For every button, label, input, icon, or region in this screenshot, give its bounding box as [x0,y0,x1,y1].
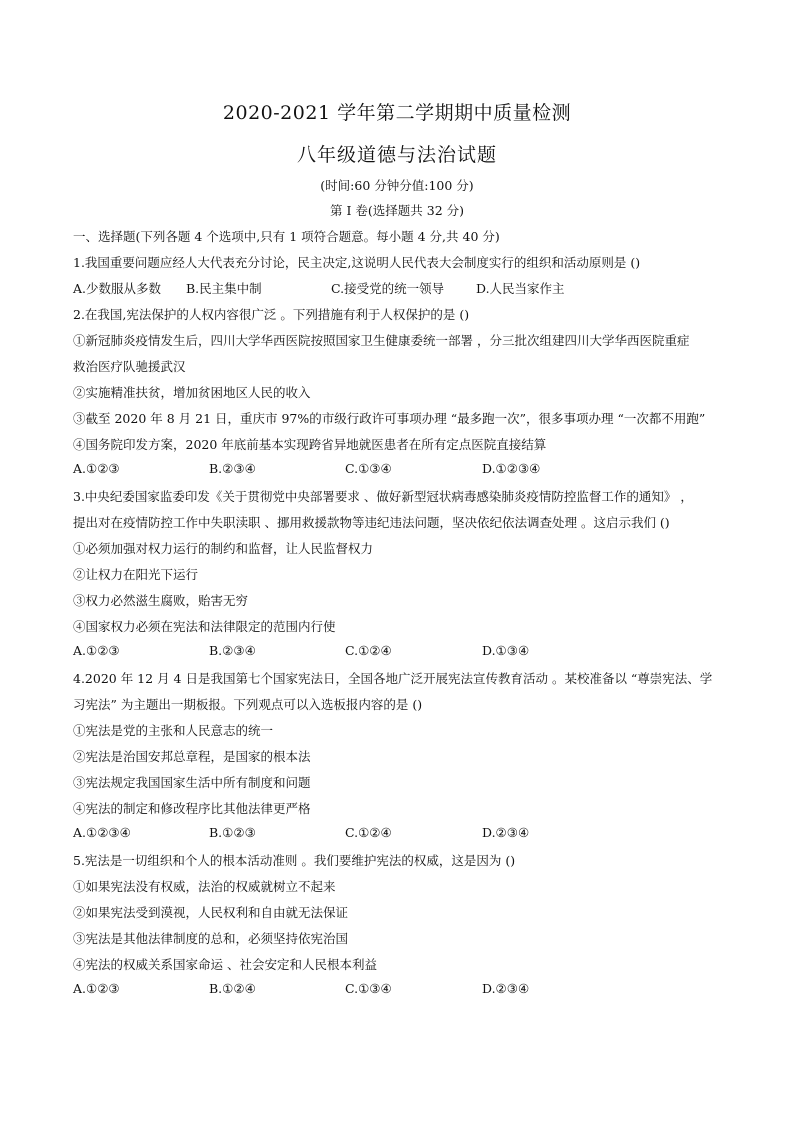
option-a: A.①②③ [73,643,120,658]
question-1-options [73,279,753,299]
question-3-stem-cont: 提出对在疫情防控工作中失职渎职 、挪用救援款物等违纪违法问题，坚决依纪依法调查处理 。这启示我们 () [73,515,670,530]
question-3-options [73,643,753,663]
question-2-item: ②实施精准扶贫，增加贫困地区人民的收入 [73,385,311,400]
question-4-stem: 4.2020 年 12 月 4 日是我国第七个国家宪法日，全国各地广泛开展宪法宣传教育活动 。某校准备以 “尊崇宪法、学 [73,671,713,686]
question-4-item: ④宪法的制定和修改程序比其他法律更严格 [73,801,311,816]
question-2-item: 救治医疗队驰援武汉 [73,359,186,374]
option-b: B.民主集中制 [186,281,262,296]
option-b: B.①②③ [209,825,256,840]
volume-heading: 第 I 卷(选择题共 32 分) [330,203,464,218]
question-3-item: ③权力必然滋生腐败，贻害无穷 [73,593,249,608]
question-4-item: ③宪法规定我国国家生活中所有制度和问题 [73,775,311,790]
option-c: C.①③④ [345,461,392,476]
question-4-item: ①宪法是党的主张和人民意志的统一 [73,723,274,738]
option-d: D.①②③④ [482,461,541,476]
question-3-item: ①必须加强对权力运行的制约和监督，让人民监督权力 [73,541,374,556]
exam-subtitle: 八年级道德与法治试题 [296,144,497,166]
option-d: D.人民当家作主 [476,281,565,296]
question-2-stem: 2.在我国,宪法保护的人权内容很广泛 。下列措施有利于人权保护的是 () [73,307,470,322]
question-1-stem: 1.我国重要问题应经人大代表充分讨论，民主决定,这说明人民代表大会制度实行的组织和活动原则是 () [73,255,641,270]
option-c: C.①②④ [345,643,392,658]
question-3-item: ②让权力在阳光下运行 [73,567,199,582]
question-5-options [73,981,753,1001]
option-a: A.少数服从多数 [73,281,162,296]
option-d: D.①③④ [482,643,530,658]
option-a: A.①②③ [73,981,120,996]
question-5-item: ①如果宪法没有权威，法治的权威就树立不起来 [73,879,336,894]
option-d: D.②③④ [482,825,530,840]
question-4-options [73,825,753,845]
option-c: C.接受党的统一领导 [331,281,445,296]
question-5-item: ④宪法的权威关系国家命运 、社会安定和人民根本利益 [73,957,377,972]
option-c: C.①③④ [345,981,392,996]
section-instructions: 一、选择题(下列各题 4 个选项中,只有 1 项符合题意。每小题 4 分,共 40 分) [73,229,500,244]
question-2-options [73,461,753,481]
option-a: A.①②③ [73,461,120,476]
question-3-stem: 3.中央纪委国家监委印发《关于贯彻党中央部署要求 、做好新型冠状病毒感染肺炎疫情防控监督工作的通知》 ， [73,489,693,504]
option-d: D.②③④ [482,981,530,996]
question-5-item: ③宪法是其他法律制度的总和，必须坚持依宪治国 [73,931,349,946]
question-2-item: ④国务院印发方案，2020 年底前基本实现跨省异地就医患者在所有定点医院直接结算 [73,437,547,452]
time-score-info: (时间:60 分钟分值:100 分) [320,178,474,193]
exam-title: 2020-2021 学年第二学期期中质量检测 [222,102,572,124]
option-b: B.①②④ [209,981,256,996]
question-4-stem-cont: 习宪法” 为主题出一期板报。下列观点可以入选板报内容的是 () [73,697,423,712]
question-5-item: ②如果宪法受到漠视，人民权利和自由就无法保证 [73,905,349,920]
question-2-item: ①新冠肺炎疫情发生后，四川大学华西医院按照国家卫生健康委统一部署 ，分三批次组建四川大学华西医院重症 [73,333,690,348]
question-4-item: ②宪法是治国安邦总章程，是国家的根本法 [73,749,311,764]
question-5-stem: 5.宪法是一切组织和个人的根本活动准则 。我们要维护宪法的权威，这是因为 () [73,853,516,868]
option-a: A.①②③④ [73,825,131,840]
question-2-item: ③截至 2020 年 8 月 21 日，重庆市 97%的市级行政许可事项办理 “最多跑一次”，很多事项办理 “一次都不用跑” [73,411,706,426]
option-b: B.②③④ [209,461,256,476]
option-c: C.①②④ [345,825,392,840]
question-3-item: ④国家权力必须在宪法和法律限定的范围内行使 [73,619,336,634]
option-b: B.②③④ [209,643,256,658]
